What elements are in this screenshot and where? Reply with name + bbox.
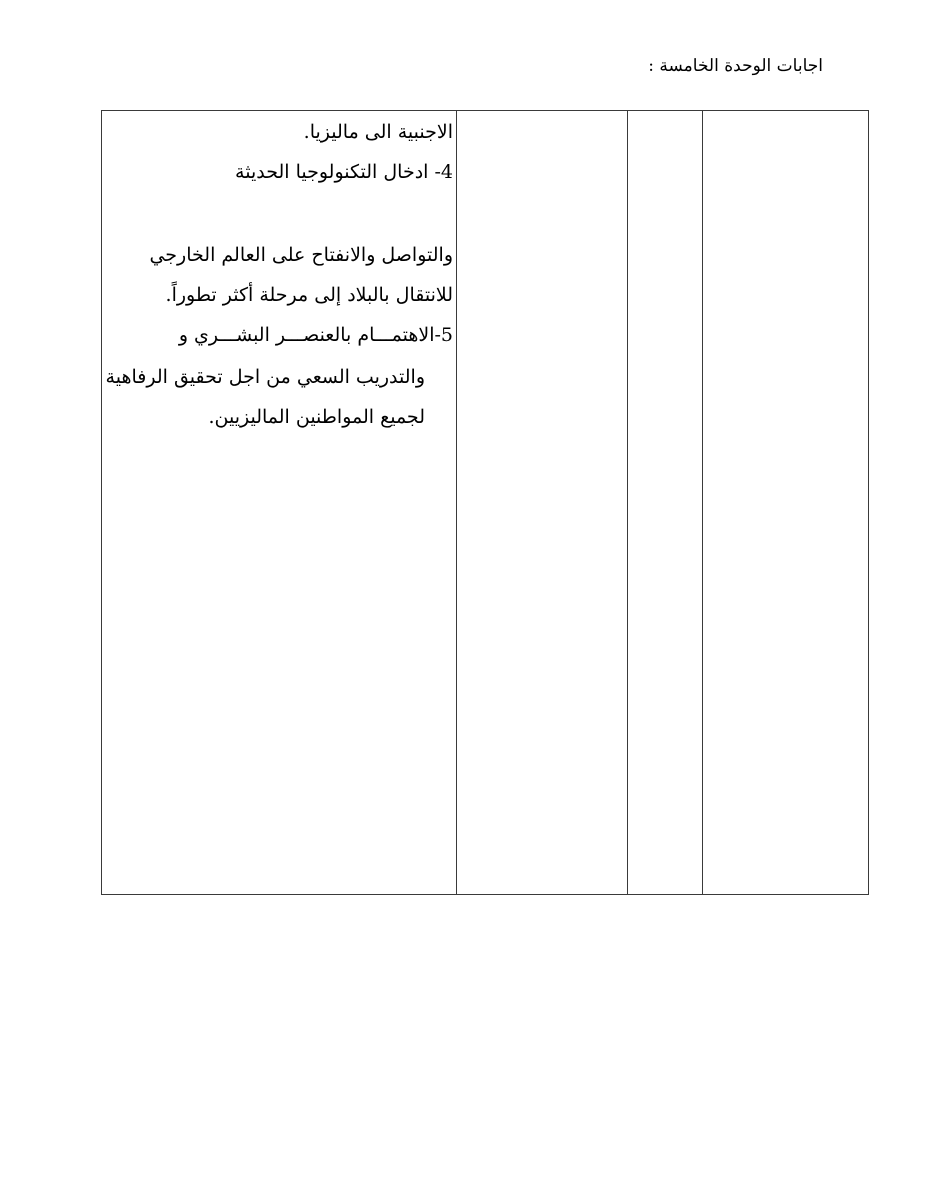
- answer-line: 5-الاهتمـــام بالعنصـــر البشـــري و: [178, 324, 453, 346]
- answer-line: الاجنبية الى ماليزيا.: [303, 121, 453, 143]
- answer-line: للانتقال بالبلاد إلى مرحلة أكثر تطوراً.: [165, 284, 453, 306]
- answer-line: 4- ادخال التكنولوجيا الحديثة: [235, 161, 453, 183]
- column-divider: [627, 111, 628, 894]
- answer-line: والتواصل والانفتاح على العالم الخارجي: [149, 244, 453, 266]
- column-divider: [702, 111, 703, 894]
- answer-line: والتدريب السعي من اجل تحقيق الرفاهية: [105, 366, 425, 388]
- answers-table: [101, 110, 869, 895]
- page-heading: اجابات الوحدة الخامسة :: [648, 56, 823, 76]
- answer-line: لجميع المواطنين الماليزيين.: [208, 406, 425, 428]
- column-divider: [456, 111, 457, 894]
